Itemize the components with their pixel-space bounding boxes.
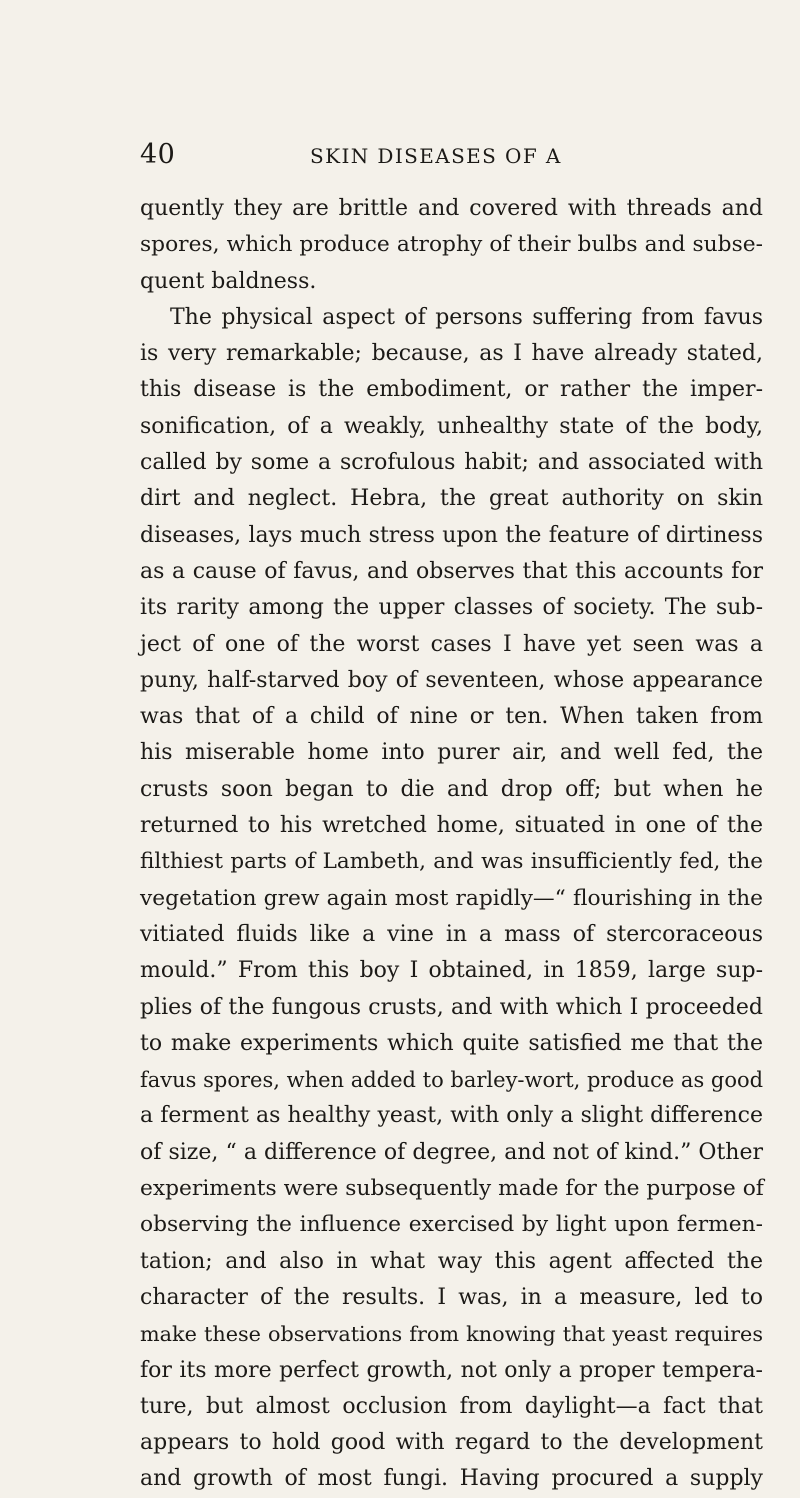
text-line: spores, which produce atrophy of their bulbs and subse- <box>140 232 763 258</box>
text-line: and growth of most fungi. Having procured a supply <box>140 1466 763 1492</box>
text-line: quently they are brittle and covered with threads and <box>140 196 763 221</box>
text-line: his miserable home into purer air, and well fed, the <box>140 740 763 766</box>
text-line: make these observations from knowing that yeast requires <box>140 1322 763 1347</box>
text-line: filthiest parts of Lambeth, and was insufficiently fed, the <box>140 849 763 875</box>
text-line: plies of the fungous crusts, and with which I proceeded <box>140 994 763 1020</box>
text-line: as a cause of favus, and observes that this accounts for <box>140 558 763 584</box>
page-number: 40 <box>140 139 176 170</box>
text-line: vegetation grew again most rapidly—“ flourishing in the <box>140 885 763 911</box>
text-line: quent baldness. <box>140 268 317 294</box>
text-line: called by some a scrofulous habit; and associated with <box>140 450 763 476</box>
text-line: character of the results. I was, in a measure, led to <box>140 1284 763 1310</box>
text-line: to make experiments which quite satisfied me that the <box>140 1030 763 1056</box>
text-line: sonification, of a weakly, unhealthy state of the body, <box>140 413 763 439</box>
text-line: ture, but almost occlusion from daylight—a fact that <box>140 1393 763 1419</box>
text-line: vitiated fluids like a vine in a mass of stercoraceous <box>140 921 763 947</box>
text-line: ject of one of the worst cases I have yet seen was a <box>140 631 763 657</box>
text-line: for its more perfect growth, not only a proper tempera- <box>140 1357 763 1383</box>
running-head <box>140 140 660 170</box>
text-line: appears to hold good with regard to the development <box>140 1430 763 1456</box>
text-line: is very remarkable; because, as I have already stated, <box>140 341 763 367</box>
text-line: crusts soon began to die and drop off; but when he <box>140 776 763 802</box>
text-line: experiments were subsequently made for the purpose of <box>140 1176 764 1202</box>
text-line: was that of a child of nine or ten. When taken from <box>140 704 763 730</box>
text-line: diseases, lays much stress upon the feature of dirtiness <box>140 522 763 548</box>
text-line: this disease is the embodiment, or rather the imper- <box>140 377 763 403</box>
running-title: SKIN DISEASES OF A <box>310 144 562 168</box>
text-line: its rarity among the upper classes of society. The sub- <box>140 595 763 621</box>
text-line: puny, half-starved boy of seventeen, whose appearance <box>140 667 763 693</box>
body-text <box>140 191 763 1498</box>
text-line: The physical aspect of persons suffering from favus <box>170 304 763 330</box>
text-line: returned to his wretched home, situated in one of the <box>140 813 763 839</box>
text-line: a ferment as healthy yeast, with only a slight difference <box>140 1103 763 1129</box>
text-line: tation; and also in what way this agent affected the <box>140 1248 763 1274</box>
text-line: of size, “ a difference of degree, and not of kind.” Other <box>140 1139 763 1165</box>
text-line: mould.” From this boy I obtained, in 1859, large sup- <box>140 958 763 984</box>
text-line: favus spores, when added to barley-wort, produce as good <box>140 1068 764 1093</box>
text-line: dirt and neglect. Hebra, the great authority on skin <box>140 486 763 512</box>
text-line: observing the influence exercised by light upon fermen- <box>140 1212 763 1238</box>
